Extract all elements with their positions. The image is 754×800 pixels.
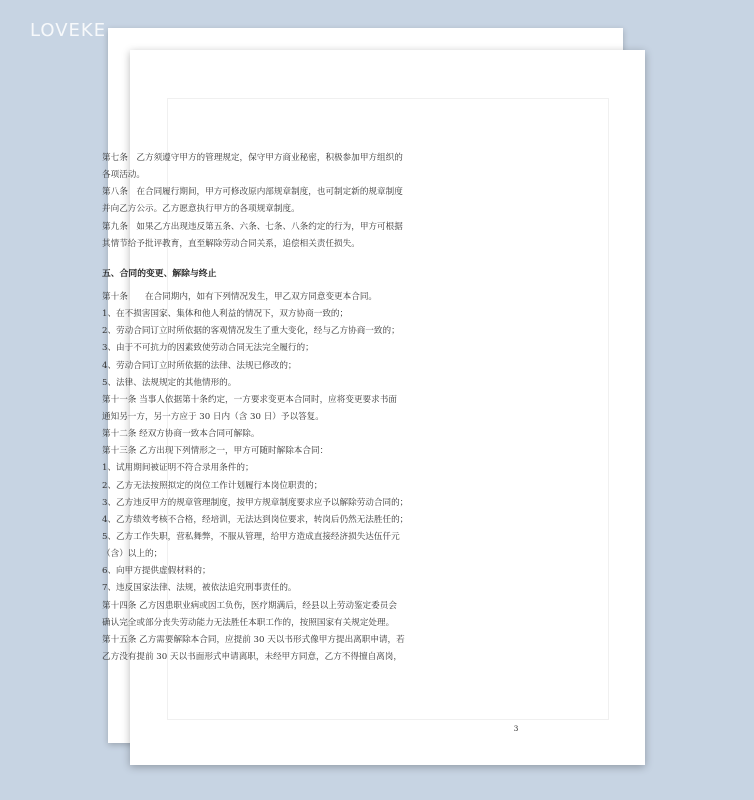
page-number: 3 — [513, 724, 519, 733]
document-line: 第八条 在合同履行期间，甲方可修改原内部规章制度，也可制定新的规章制度 — [102, 187, 403, 198]
document-line: 4、劳动合同订立时所依据的法律、法规已修改的； — [102, 360, 297, 371]
document-line: 第十二条 经双方协商一致本合同可解除。 — [102, 429, 260, 440]
document-line: 各项活动。 — [102, 170, 145, 181]
document-line: 第九条 如果乙方出现违反第五条、六条、七条、八条约定的行为，甲方可根据 — [102, 221, 403, 232]
document-line: 第十四条 乙方因患职业病或因工负伤，医疗期满后，经县以上劳动鉴定委员会 — [102, 600, 397, 611]
clauses-block-discipline — [102, 150, 542, 253]
document-line: 通知另一方，另一方应于 30 日内（含 30 日）予以答复。 — [102, 411, 324, 422]
document-line: 第十条 在合同期内，如有下列情况发生，甲乙双方同意变更本合同。 — [102, 291, 378, 302]
document-line: 乙方没有提前 30 天以书面形式申请离职，未经甲方同意，乙方不得擅自离岗， — [102, 651, 402, 662]
document-line: 3、乙方违反甲方的规章管理制度，按甲方规章制度要求应予以解除劳动合同的； — [102, 497, 409, 508]
document-body — [102, 150, 542, 666]
document-line: 第十三条 乙方出现下列情形之一，甲方可随时解除本合同： — [102, 446, 329, 457]
document-line: 5、法律、法规规定的其他情形的。 — [102, 377, 237, 388]
clauses-block-contract-change — [102, 289, 542, 666]
document-line: 1、试用期间被证明不符合录用条件的； — [102, 463, 254, 474]
section-heading: 五、合同的变更、解除与终止 — [102, 268, 217, 279]
document-line: 5、乙方工作失职，营私舞弊，不服从管理，给甲方造成直接经济损失达伍仟元 — [102, 531, 400, 542]
document-line: 第十一条 当事人依据第十条约定，一方要求变更本合同时，应将变更要求书面 — [102, 394, 397, 405]
document-line: 2、劳动合同订立时所依据的客观情况发生了重大变化，经与乙方协商一致的； — [102, 326, 400, 337]
watermark-logo: LOVEKE — [30, 20, 107, 41]
document-line: 6、向甲方提供虚假材料的； — [102, 566, 211, 577]
document-line: 2、乙方无法按照拟定的岗位工作计划履行本岗位职责的； — [102, 480, 323, 491]
document-line: 确认完全或部分丧失劳动能力无法胜任本职工作的，按照国家有关规定处理。 — [102, 617, 395, 628]
document-line: 4、乙方绩效考核不合格，经培训，无法达到岗位要求，转岗后仍然无法胜任的； — [102, 514, 409, 525]
document-line: 7、违反国家法律、法规，被依法追究刑事责任的。 — [102, 583, 297, 594]
document-line: 1、在不损害国家、集体和他人利益的情况下，双方协商一致的； — [102, 309, 349, 320]
document-line: 其情节给予批评教育，直至解除劳动合同关系，追偿相关责任损失。 — [102, 238, 360, 249]
document-line: 并向乙方公示。乙方愿意执行甲方的各项规章制度。 — [102, 204, 300, 215]
document-line: （含）以上的； — [102, 549, 163, 560]
document-line: 第十五条 乙方需要解除本合同，应提前 30 天以书形式像甲方提出离职申请，若 — [102, 634, 405, 645]
document-line: 第七条 乙方须遵守甲方的管理规定，保守甲方商业秘密，积极参加甲方组织的 — [102, 153, 403, 163]
document-line: 3、由于不可抗力的因素致使劳动合同无法完全履行的； — [102, 343, 314, 354]
